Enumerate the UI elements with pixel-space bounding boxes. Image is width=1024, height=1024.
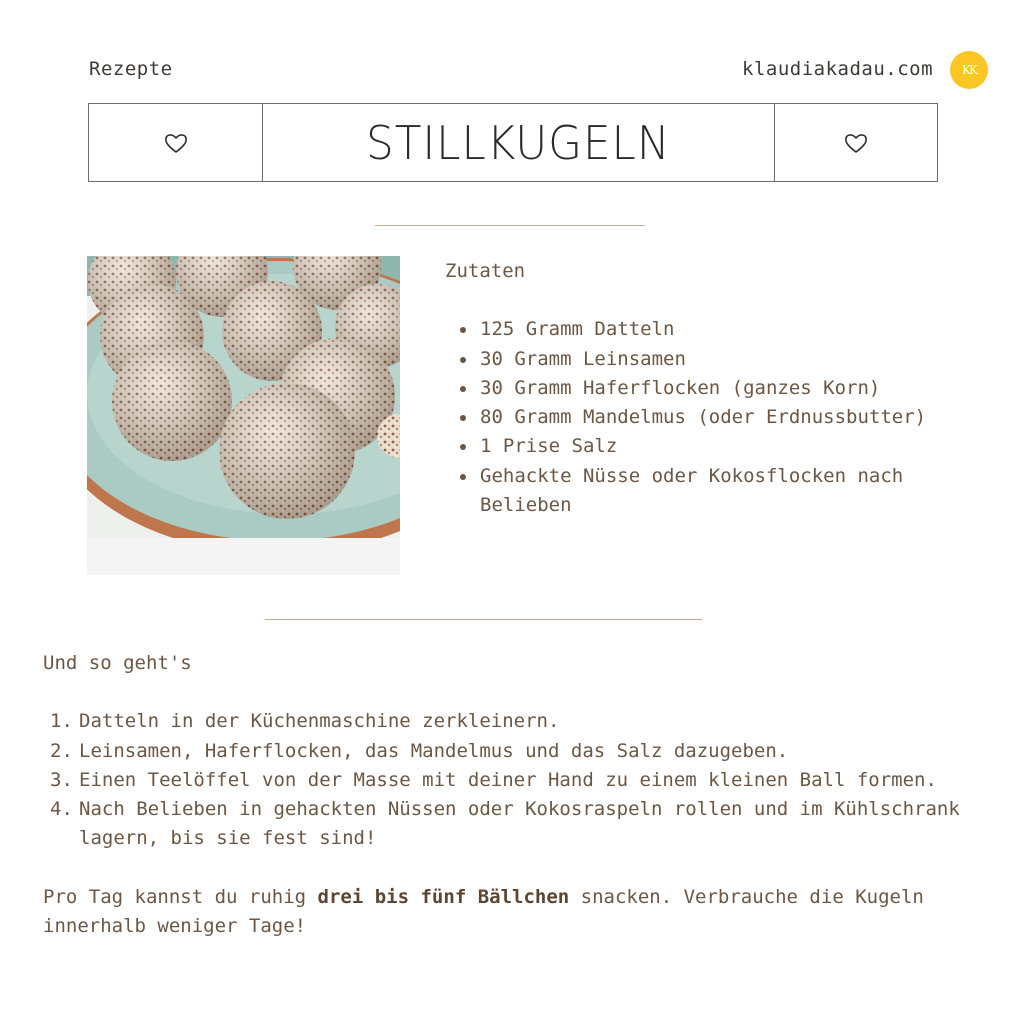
title-cell <box>263 104 774 181</box>
list-item: 30 Gramm Haferflocken (ganzes Korn) <box>480 374 965 403</box>
list-item: Datteln in der Küchenmaschine zerkleinern. <box>79 710 560 733</box>
serving-note <box>43 883 983 942</box>
ingredients-heading: Zutaten <box>445 260 526 282</box>
list-item: 125 Gramm Datteln <box>480 315 965 344</box>
category-label[interactable]: Rezepte <box>89 58 173 80</box>
list-item: Gehackte Nüsse oder Kokosflocken nach Belieben <box>480 462 965 521</box>
list-item: Einen Teelöffel von der Masse mit deiner Hand zu einem kleinen Ball formen. <box>79 768 937 791</box>
logo-text: KK <box>962 63 976 77</box>
list-item: Nach Belieben in gehackten Nüssen oder Kokosraspeln rollen und im Kühlschrank lagern, bis sie fest sind! <box>79 798 960 850</box>
divider-middle <box>265 619 702 620</box>
recipe-photo <box>87 256 400 575</box>
heart-icon[interactable] <box>164 132 188 154</box>
note-highlight: drei bis fünf Bällchen <box>317 885 570 908</box>
instructions-heading: Und so geht's <box>43 652 192 674</box>
site-url[interactable]: klaudiakadau.com <box>742 58 934 80</box>
page-title: STILLKUGELN <box>366 115 671 170</box>
ingredients-list <box>445 315 965 520</box>
list-item: 1 Prise Salz <box>480 432 965 461</box>
title-left-cell <box>89 104 263 181</box>
note-text: Pro Tag kannst du ruhig <box>43 885 318 908</box>
note-text: snacken. Verbrauche die Kugeln innerhalb weniger Tage! <box>43 885 924 938</box>
title-banner <box>88 103 938 182</box>
site-logo <box>950 51 988 89</box>
divider-top <box>375 225 645 226</box>
list-item: 80 Gramm Mandelmus (oder Erdnussbutter) <box>480 403 965 432</box>
instructions-section <box>43 649 983 941</box>
list-item: 30 Gramm Leinsamen <box>480 345 965 374</box>
heart-icon[interactable] <box>844 132 868 154</box>
title-right-cell <box>774 104 937 181</box>
list-item: Leinsamen, Haferflocken, das Mandelmus und das Salz dazugeben. <box>79 739 789 762</box>
instructions-list <box>43 707 983 853</box>
ingredients-section <box>445 257 965 520</box>
